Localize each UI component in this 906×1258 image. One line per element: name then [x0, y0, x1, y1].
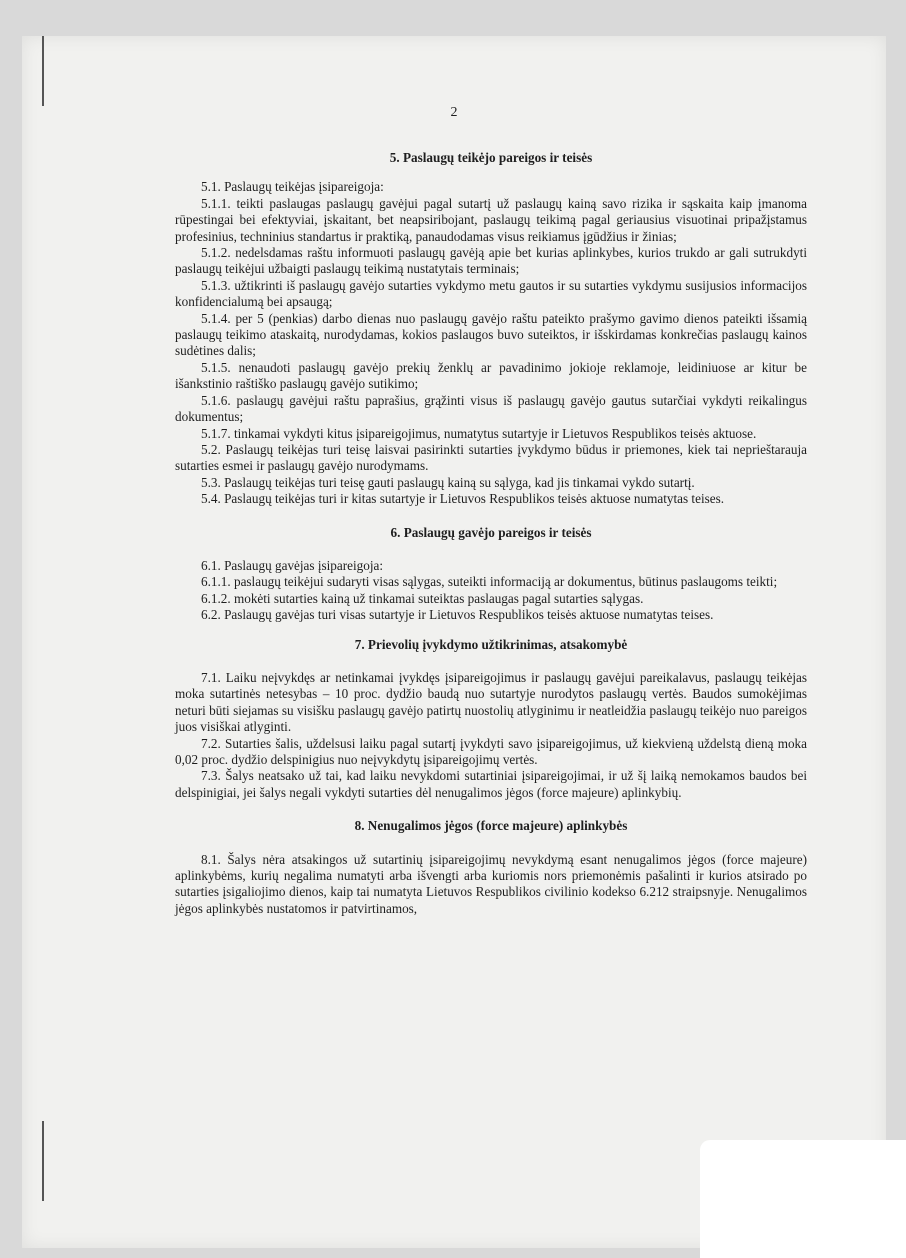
- section-6-title: 6. Paslaugų gavėjo pareigos ir teisės: [390, 524, 592, 540]
- clause-5-2: 5.2. Paslaugų teikėjas turi teisę laisvai pasirinkti sutarties įvykdymo būdus ir priemones, kiek tai neprieštarauja sutarties esmei ir paslaugų gavėjo nurodymams.: [175, 441, 807, 474]
- clause-7-2: 7.2. Sutarties šalis, uždelsusi laiku pagal sutartį įvykdyti savo įsipareigojimus, už kiekvieną uždelstą dieną moka 0,02 proc. dydžio delspinigius nuo neįvykdytų įsipareigojimų vertės.: [175, 735, 807, 767]
- section-8-title: 8. Nenugalimos jėgos (force majeure) aplinkybės: [354, 818, 628, 834]
- clause-5-1-2: 5.1.2. nedelsdamas raštu informuoti paslaugų gavėją apie bet kurias aplinkybes, kurios trukdo ar gali sutrukdyti paslaugų teikėjui užbaigti paslaugų teikimą nustatytais terminais;: [175, 245, 807, 277]
- clause-6-2: 6.2. Paslaugų gavėjas turi visas sutartyje ir Lietuvos Respublikos teisės aktuose numatytas teises.: [201, 607, 714, 623]
- blank-corner-patch: [700, 1140, 906, 1258]
- scan-edge-mark-bottom: [42, 1121, 44, 1201]
- clause-7-3: 7.3. Šalys neatsako už tai, kad laiku nevykdomi sutartiniai įsipareigojimai, ir už šį laiką nemokamos baudos bei delspinigiai, jei šalys negali vykdyti sutarties dėl nenugalimos jėgos (force majeure) aplinkybių.: [175, 768, 807, 800]
- section-7-title: 7. Prievolių įvykdymo užtikrinimas, atsakomybė: [354, 636, 628, 652]
- document-body: [175, 150, 807, 917]
- scan-edge-mark: [42, 36, 44, 106]
- clause-5-1-7: 5.1.7. tinkamai vykdyti kitus įsipareigojimus, numatytus sutartyje ir Lietuvos Respublikos teisės aktuose.: [201, 425, 757, 441]
- clause-5-4: 5.4. Paslaugų teikėjas turi ir kitas sutartyje ir Lietuvos Respublikos teisės aktuose numatytas teises.: [201, 491, 725, 507]
- clause-5-1-5: 5.1.5. nenaudoti paslaugų gavėjo prekių ženklų ar pavadinimo jokioje reklamoje, leidiniuose ar kitur be išankstinio raštiško paslaugų gavėjo sutikimo;: [175, 359, 807, 392]
- section-5-title: 5. Paslaugų teikėjo pareigos ir teisės: [389, 150, 593, 165]
- document-page: [22, 36, 886, 1248]
- clause-6-1: 6.1. Paslaugų gavėjas įsipareigoja:: [201, 557, 384, 573]
- clause-6-1-1: 6.1.1. paslaugų teikėjui sudaryti visas sąlygas, suteikti informaciją ar dokumentus, būtinus paslaugoms teikti;: [201, 574, 778, 590]
- clause-5-1-4: 5.1.4. per 5 (penkias) darbo dienas nuo paslaugų gavėjo raštu pateikto prašymo gavimo dienos pateikti išsamią paslaugų teikimo ataskaitą, nurodydamas, kokios paslaugos buvo suteiktos, ir išskirdamas konkrečias paslaugų kainos sudėtines dalis;: [175, 310, 807, 359]
- clause-5-1: 5.1. Paslaugų teikėjas įsipareigoja:: [201, 179, 384, 195]
- clause-8-1: 8.1. Šalys nėra atsakingos už sutartinių įsipareigojimų nevykdymą esant nenugalimos jėgos (force majeure) aplinkybėms, kurių negalima numatyti arba išvengti arba kuriomis nors priemonėmis pašalinti ir kurios atsirado po sutarties įsigaliojimo dienos, kaip tai numatyta Lietuvos Respublikos civilinio kodekso 6.212 straipsnyje. Nenugalimos jėgos aplinkybės nustatomos ir patvirtinamos,: [175, 851, 807, 916]
- clause-5-1-1: 5.1.1. teikti paslaugas paslaugų gavėjui pagal sutartį už paslaugų kainą savo rizika ir sąskaita kaip įmanoma rūpestingai bei efektyviai, įskaitant, bet neapsiribojant, paslaugų teikimą pagal geriausius visuotinai pripažįstamus profesinius, techninius standartus ir praktiką, panaudodamas visus reikiamus įgūdžius ir žinias;: [175, 195, 807, 244]
- clause-5-3: 5.3. Paslaugų teikėjas turi teisę gauti paslaugų kainą su sąlyga, kad jis tinkamai vykdo sutartį.: [201, 474, 695, 490]
- page-number: 2: [450, 105, 458, 120]
- clause-7-1: 7.1. Laiku neįvykdęs ar netinkamai įvykdęs įsipareigojimus ir paslaugų gavėjui pareikalavus, paslaugų teikėjas moka sutartinės netesybas – 10 proc. dydžio baudą nuo sutartyje nurodytos paslaugų vertės. Baudos sumokėjimas neturi būti siejamas su visišku paslaugų gavėjo patirtų nuostolių atlyginimu ir neatleidžia paslaugų teikėjo nuo pareigos juos visiškai atlyginti.: [175, 669, 807, 735]
- clause-6-1-2: 6.1.2. mokėti sutarties kainą už tinkamai suteiktas paslaugas pagal sutarties sąlygas.: [201, 590, 644, 606]
- clause-5-1-3: 5.1.3. užtikrinti iš paslaugų gavėjo sutarties vykdymo metu gautos ir su sutarties vykdymu susijusios informacijos konfidencialumą bei apsaugą;: [175, 277, 807, 310]
- clause-5-1-6: 5.1.6. paslaugų gavėjui raštu paprašius, grąžinti visus iš paslaugų gavėjo gautus sutarčiai vykdyti reikalingus dokumentus;: [175, 392, 807, 425]
